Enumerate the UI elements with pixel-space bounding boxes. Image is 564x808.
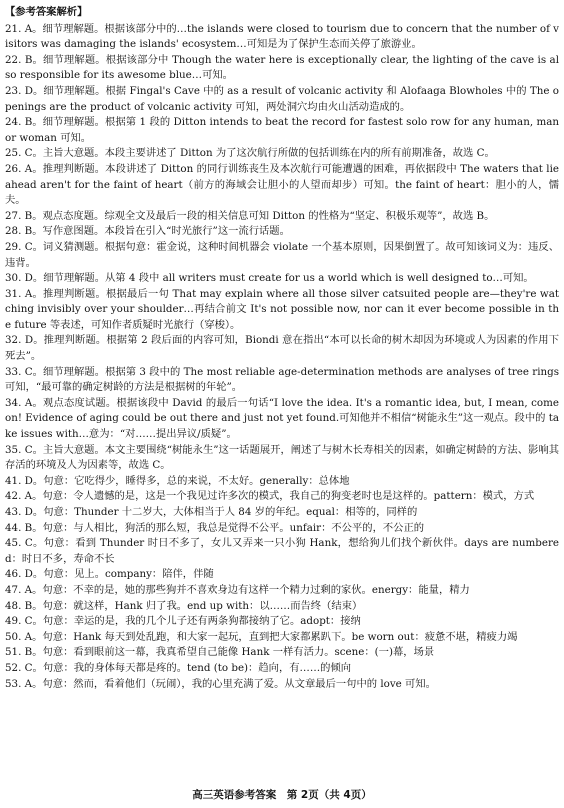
question-number: 21.: [5, 22, 22, 35]
question-number: 28.: [5, 225, 22, 238]
answer-explanation: A。句意：然而，看着他们（玩闹），我的心里充满了爱。从文章最后一句中的 love 可知。: [24, 677, 436, 690]
question-number: 44.: [5, 521, 22, 534]
answer-explanation: D。句意：见上。company：陪伴，伴随: [24, 568, 214, 581]
answer-item: [5, 677, 559, 693]
answer-explanation: A。推理判断题。本段讲述了 Ditton 的同行训练丧生及本次航行可能遭遇的困难，再依据段中 The waters that lie ahead aren't for the faint of heart（前方的海域会让胆小的人望而却步）可知。the faint of heart：胆小的人，懦夫。: [5, 162, 559, 207]
question-number: 30.: [5, 272, 22, 285]
answer-explanation: D。细节理解题。根据 Fingal's Cave 中的 as a result of volcanic activity 和 Alofaaga Blowholes 中的 The openings are the product of volcanic activity 可知，两处洞穴均由火山活动造成的。: [5, 84, 559, 113]
question-number: 33.: [5, 365, 22, 378]
question-number: 25.: [5, 147, 22, 160]
question-number: 50.: [5, 630, 22, 643]
answer-explanation: B。句意：看到眼前这一幕，我真希望自己能像 Hank 一样有活力。scene：(一)幕，场景: [24, 646, 435, 659]
question-number: 24.: [5, 116, 22, 129]
answer-explanation: D。推理判断题。根据第 2 段后面的内容可知，Biondi 意在指出“本可以长命的树木却因为环境或人为因素的作用下死去”。: [5, 334, 560, 363]
answer-item: [5, 599, 559, 615]
answer-explanation: C。主旨大意题。本段主要讲述了 Ditton 为了这次航行所做的包括训练在内的所有前期准备，故选 C。: [24, 147, 495, 160]
answer-explanation: D。句意：它吃得少，睡得多，总的来说，不太好。generally：总体地: [24, 474, 350, 487]
answer-item: [5, 146, 559, 162]
answer-item: [5, 115, 559, 146]
question-number: 42.: [5, 490, 22, 503]
question-number: 48.: [5, 599, 22, 612]
answer-item: [5, 240, 559, 271]
question-number: 47.: [5, 583, 22, 596]
answer-item: [5, 567, 559, 583]
answer-list: [5, 22, 559, 693]
question-number: 23.: [5, 84, 22, 97]
answer-explanation: A。观点态度试题。根据该段中 David 的最后一句话“I love the idea. It's a romantic idea, but, I mean, come on! Evidence of aging could be out there and just not yet found.可知他并不相信“树能永生”这一观点。段中的 take issues with…意为：“对……提出异议/质疑”。: [5, 396, 559, 441]
question-number: 26.: [5, 162, 22, 175]
answer-explanation: B。句意：就这样，Hank 归了我。end up with：以……而告终（结束）: [24, 599, 363, 612]
answer-item: [5, 505, 559, 521]
answer-item: [5, 614, 559, 630]
question-number: 51.: [5, 646, 22, 659]
question-number: 31.: [5, 287, 22, 300]
answer-explanation: B。写作意图题。本段旨在引入“时光旅行”这一流行话题。: [24, 225, 290, 238]
answer-item: [5, 224, 559, 240]
answer-explanation: B。细节理解题。根据该部分中 Though the water here is exceptionally clear, the lighting of the cave is also responsible for its awesome blue…可知。: [5, 53, 559, 82]
question-number: 35.: [5, 443, 22, 456]
answer-item: [5, 209, 559, 225]
answer-item: [5, 53, 559, 84]
question-number: 43.: [5, 506, 22, 518]
answer-item: [5, 443, 559, 474]
answer-explanation: B。句意：与人相比，狗活的那么短，我总是觉得不公平。unfair：不公平的，不公正的: [24, 521, 425, 534]
answer-explanation: C。句意：看到 Thunder 时日不多了，女儿又弄来一只小狗 Hank，想给狗儿们找个新伙伴。days are numbered：时日不多，寿命不长: [5, 537, 559, 565]
page-footer: 高三英语参考答案 第 2页（共 4页）: [192, 789, 372, 801]
question-number: 46.: [5, 568, 22, 581]
answer-explanation: C。细节理解题。根据第 3 段中的 The most reliable age-determination methods are analyses of tree rings 可知，“最可靠的确定树龄的方法是根据树的年轮”。: [5, 365, 559, 394]
question-number: 22.: [5, 53, 22, 66]
answer-explanation: B。观点态度题。综观全文及最后一段的相关信息可知 Ditton 的性格为“坚定、积极乐观等”，故选 B。: [24, 209, 495, 222]
question-number: 32.: [5, 334, 22, 347]
answer-item: [5, 287, 559, 334]
answer-explanation: A。句意：令人遗憾的是，这是一个我见过许多次的模式，我自己的狗变老时也是这样的。pattern：模式，方式: [24, 490, 535, 503]
answer-item: [5, 630, 559, 646]
answer-item: [5, 521, 559, 537]
answer-explanation: A。细节理解题。根据该部分中的…the islands were closed to tourism due to concern that the number of visitors was damaging the islands' ecosystem…可知是为了保护生态而关停了旅游业。: [5, 22, 560, 51]
answer-item: [5, 365, 559, 396]
question-number: 34.: [5, 396, 22, 409]
answer-explanation: C。主旨大意题。本文主要围绕“树能永生”这一话题展开，阐述了与树木长寿相关的因素，如确定树龄的方法、影响其存活的环境及人为因素等，故选 C。: [5, 443, 559, 472]
answer-item: [5, 84, 559, 115]
answer-item: [5, 162, 559, 209]
question-number: 52.: [5, 661, 22, 674]
answer-explanation: C。句意：我的身体每天都是疼的。tend (to be)：趋向，有……的倾向: [24, 661, 352, 674]
question-number: 49.: [5, 615, 22, 628]
answer-explanation: A。推理判断题。根据最后一句 That may explain where all those silver catsuited people are—they're watching invisibly over your shoulder…再结合前文 It's not possible now, nor can it ever become possible in the future 等表述，可知作者质疑时光旅行（穿梭）。: [5, 287, 559, 331]
answer-explanation: D。细节理解题。从第 4 段中 all writers must create for us a world which is well designed to…可知。: [24, 272, 534, 285]
answer-item: [5, 489, 559, 505]
answer-explanation: D。句意：Thunder 十二岁大，大体相当于人 84 岁的年纪。equal：相等的，同样的: [24, 506, 418, 518]
answer-explanation: C。句意：幸运的是，我的几个儿子还有两条狗都接纳了它。adopt：接纳: [24, 615, 361, 628]
answer-explanation: B。细节理解题。根据第 1 段的 Ditton intends to beat the record for fastest solo row for any human, man or woman 可知。: [5, 116, 559, 144]
question-number: 45.: [5, 537, 22, 550]
section-title: 【参考答案解析】: [5, 6, 88, 18]
answer-item: [5, 396, 559, 443]
answer-item: [5, 271, 559, 287]
answer-item: [5, 333, 559, 364]
answer-item: [5, 645, 559, 661]
answer-item: [5, 22, 559, 53]
answer-item: [5, 474, 559, 490]
question-number: 27.: [5, 209, 22, 222]
answer-item: [5, 536, 559, 567]
answer-explanation: A。句意：不幸的是，她的那些狗并不喜欢身边有这样一个精力过剩的家伙。energy：能量，精力: [24, 583, 470, 596]
question-number: 29.: [5, 240, 22, 253]
answer-item: [5, 661, 559, 677]
answer-explanation: C。词义猜测题。根据句意：霍金说，这种时间机器会 violate 一个基本原则，因果倒置了。故可知该词义为：违反、违背。: [5, 240, 559, 269]
answer-item: [5, 583, 559, 599]
question-number: 53.: [5, 677, 22, 690]
question-number: 41.: [5, 474, 22, 487]
answer-explanation: A。句意：Hank 每天到处乱跑，和大家一起玩，直到把大家都累趴下。be worn out：疲惫不堪，精疲力竭: [24, 630, 518, 643]
